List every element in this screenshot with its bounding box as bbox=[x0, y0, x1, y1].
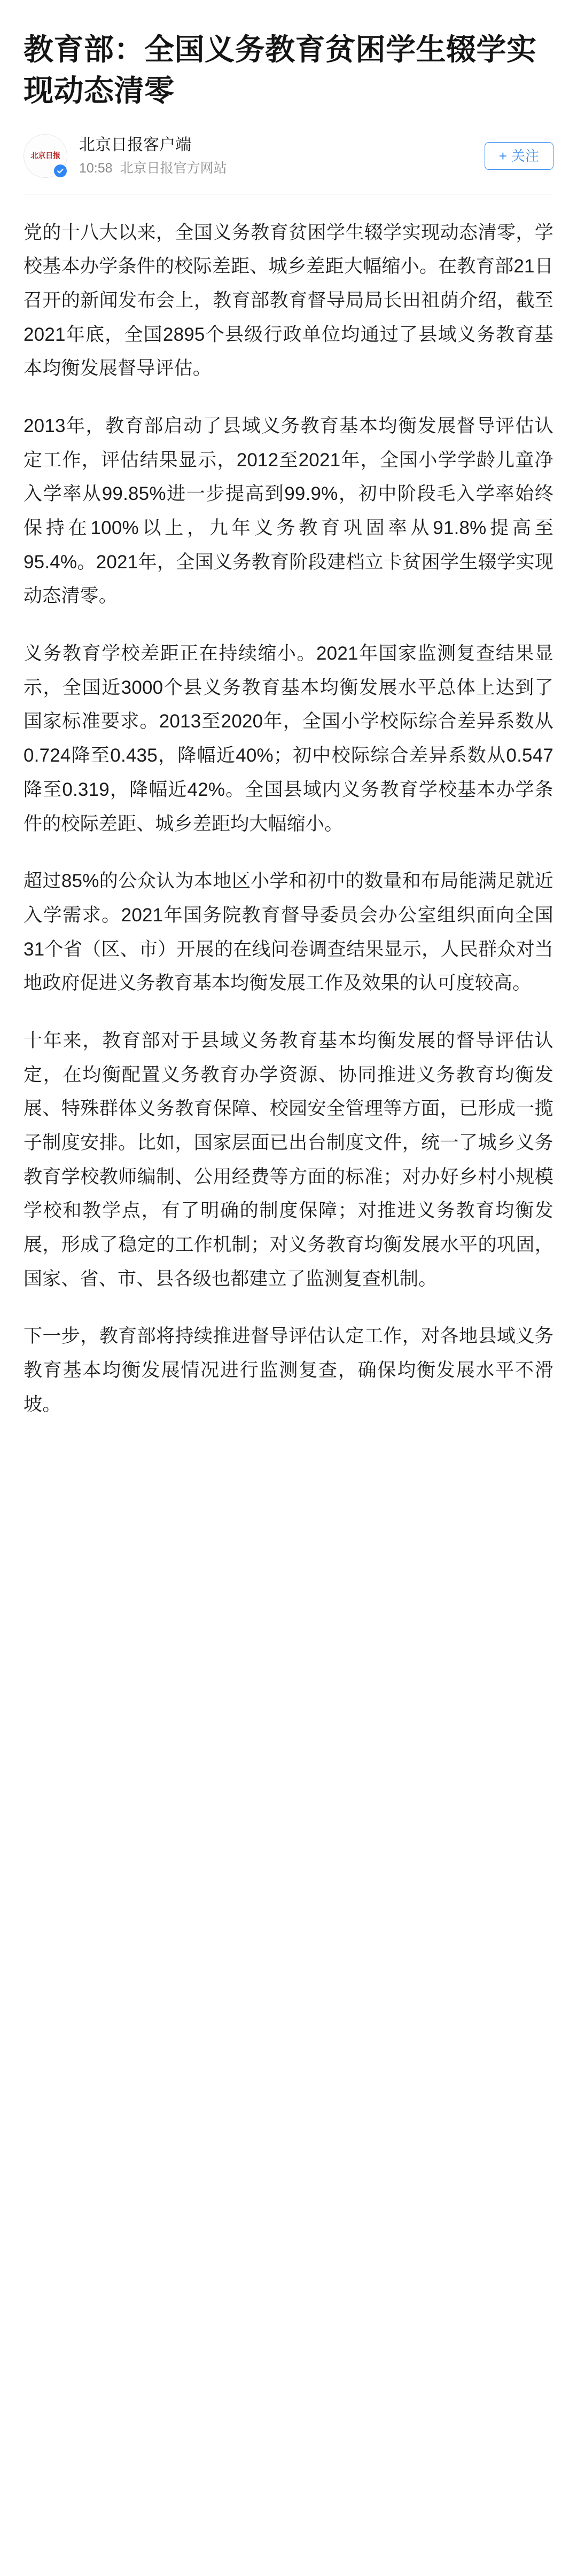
avatar[interactable] bbox=[24, 134, 67, 178]
page-title: 教育部：全国义务教育贫困学生辍学实现动态清零 bbox=[24, 33, 537, 108]
follow-button-label: 关注 bbox=[511, 147, 539, 164]
byline-meta bbox=[79, 160, 485, 177]
paragraph: 义务教育学校差距正在持续缩小。2021年国家监测复查结果显示，全国近3000个县义务教育基本均衡发展水平总体上达到了国家标准要求。2013至2020年，全国小学校际综合差异系数从0.724降至0.435，降幅近40%；初中校际综合差异系数从0.547降至0.319，降幅近42%。全国县域内义务教育学校基本办学条件的校际差距、城乡差距均大幅缩小。 bbox=[24, 643, 553, 834]
follow-button[interactable] bbox=[485, 142, 553, 170]
paragraph: 十年来，教育部对于县域义务教育基本均衡发展的督导评估认定，在均衡配置义务教育办学资源、协同推进义务教育均衡发展、特殊群体义务教育保障、校园安全管理等方面，已形成一揽子制度安排。比如，国家层面已出台制度文件，统一了城乡义务教育学校教师编制、公用经费等方面的标准；对办好乡村小规模学校和教学点，有了明确的制度保障；对推进义务教育均衡发展，形成了稳定的工作机制；对义务教育均衡发展水平的巩固，国家、省、市、县各级也都建立了监测复查机制。 bbox=[24, 1030, 553, 1289]
verified-badge-icon bbox=[53, 163, 68, 178]
byline-text bbox=[79, 135, 485, 177]
paragraph: 下一步，教育部将持续推进督导评估认定工作，对各地县域义务教育基本均衡发展情况进行监测复查，确保均衡发展水平不滑坡。 bbox=[24, 1326, 553, 1415]
publisher-logo-text: 北京日报 bbox=[30, 151, 60, 160]
byline bbox=[24, 134, 553, 178]
timestamp: 10:58 bbox=[79, 160, 113, 176]
plus-icon: + bbox=[498, 147, 507, 164]
source-name[interactable]: 北京日报客户端 bbox=[79, 136, 191, 154]
paragraph: 党的十八大以来，全国义务教育贫困学生辍学实现动态清零，学校基本办学条件的校际差距、城乡差距大幅缩小。在教育部21日召开的新闻发布会上，教育部教育督导局局长田祖荫介绍，截至2021年底，全国2895个县级行政单位均通过了县域义务教育基本均衡发展督导评估。 bbox=[24, 222, 553, 379]
article-body bbox=[24, 216, 553, 1422]
paragraph: 2013年，教育部启动了县域义务教育基本均衡发展督导评估认定工作，评估结果显示，2012至2021年，全国小学学龄儿童净入学率从99.85%进一步提高到99.9%，初中阶段毛入学率始终保持在100%以上，九年义务教育巩固率从91.8%提高至95.4%。2021年，全国义务教育阶段建档立卡贫困学生辍学实现动态清零。 bbox=[24, 415, 553, 607]
paragraph: 超过85%的公众认为本地区小学和初中的数量和布局能满足就近入学需求。2021年国务院教育督导委员会办公室组织面向全国31个省（区、市）开展的在线问卷调查结果显示，人民群众对当地政府促进义务教育基本均衡发展工作及效果的认可度较高。 bbox=[24, 871, 553, 994]
publisher-name: 北京日报官方网站 bbox=[120, 160, 227, 176]
